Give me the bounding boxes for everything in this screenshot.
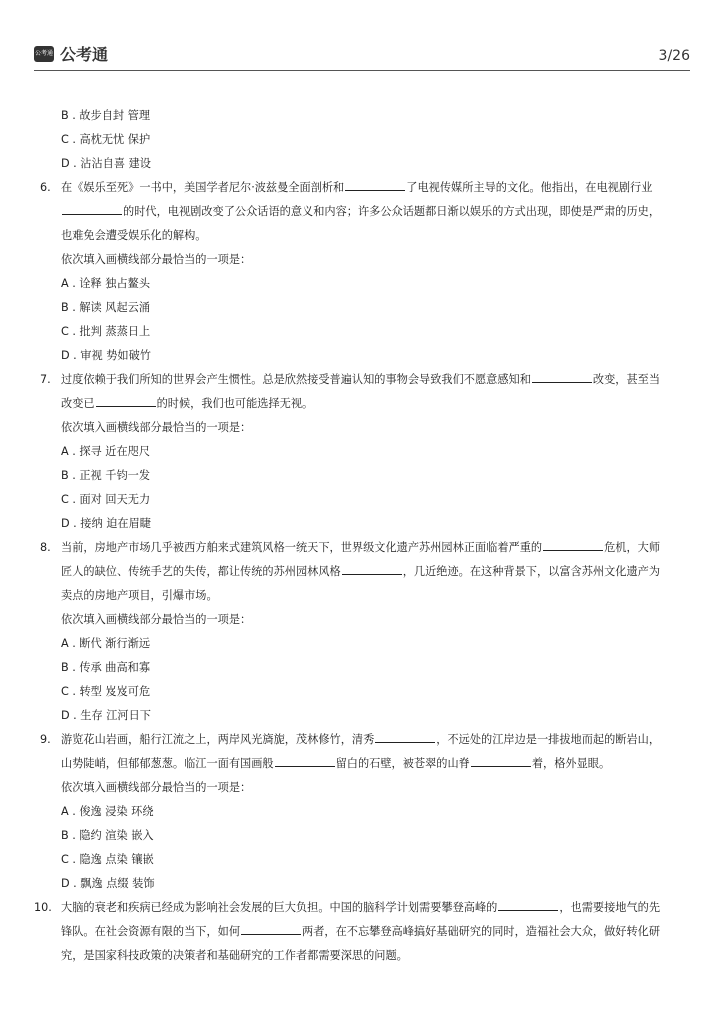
question-text (61, 368, 690, 392)
question-line (34, 896, 690, 920)
text-segment: 着，格外显眼。 (531, 757, 611, 770)
question-list (34, 176, 690, 968)
text-segment: 卖点的房地产项目，引爆市场。 (61, 589, 218, 602)
fill-blank (241, 922, 301, 935)
logo-text: 公考通 (60, 45, 109, 64)
question-number: 7. (40, 373, 51, 386)
question-7 (40, 368, 690, 536)
question-line (40, 176, 690, 200)
text-segment: 山势陡峭，但郁郁葱葱。临江一面有国画般 (61, 757, 274, 770)
fill-blank (532, 370, 592, 383)
text-segment: ，不远处的江岸边是一排拔地而起的断岩山， (436, 733, 661, 746)
question-line (40, 728, 690, 752)
question-text (61, 584, 690, 608)
text-segment: 改变，甚至当 (592, 373, 661, 386)
option: C . 高枕无忧 保护 (61, 133, 151, 146)
question-text (61, 176, 690, 200)
fill-blank (345, 178, 405, 191)
option: B . 解读 风起云涌 (61, 301, 151, 314)
fill-blank (342, 562, 402, 575)
option: C . 批判 蒸蒸日上 (61, 325, 151, 338)
document-body (34, 104, 690, 968)
fill-blank (498, 898, 558, 911)
question-number: 10. (34, 901, 52, 914)
question-text (61, 392, 690, 416)
page-number: 3/26 (658, 48, 690, 64)
question-text (61, 224, 690, 248)
text-segment: 大脑的衰老和疾病已经成为影响社会发展的巨大负担。中国的脑科学计划需要攀登高峰的 (61, 901, 498, 914)
text-segment: 了电视传媒所主导的文化。他指出，在电视剧行业 (406, 181, 653, 194)
question-prompt: 依次填入画横线部分最恰当的一项是： (61, 781, 252, 794)
text-segment: 改变已 (61, 397, 95, 410)
question-line (40, 200, 690, 224)
logo-icon: 公考通 (34, 46, 54, 62)
text-segment: 过度依赖于我们所知的世界会产生惯性。总是欣然接受普遍认知的事物会导致我们不愿意感知和 (61, 373, 531, 386)
question-number (40, 392, 61, 416)
question-number (34, 920, 61, 944)
question-text (61, 896, 690, 920)
option: B . 故步自封 管理 (61, 109, 151, 122)
fill-blank (275, 754, 335, 767)
text-segment: 的时候，我们也可能选择无视。 (156, 397, 314, 410)
text-segment: 锋队。在社会资源有限的当下，如何 (61, 925, 241, 938)
text-segment: 游览花山岩画，船行江流之上，两岸风光旖旎，茂林修竹，清秀 (61, 733, 375, 746)
text-segment: 究，是国家科技政策的决策者和基础研究的工作者都需要深思的问题。 (61, 949, 408, 962)
text-segment: 留白的石壁，被苍翠的山脊 (335, 757, 470, 770)
option: D . 沾沾自喜 建设 (61, 157, 151, 170)
text-segment: 危机，大师 (604, 541, 661, 554)
text-segment: 两者，在不忘攀登高峰搞好基础研究的同时，造福社会大众，做好转化研 (302, 925, 661, 938)
question-9 (40, 728, 690, 896)
text-segment: ，几近绝迹。在这种背景下，以富含苏州文化遗产为 (402, 565, 661, 578)
question-8 (40, 536, 690, 728)
option: B . 隐约 渲染 嵌入 (61, 829, 154, 842)
question-line (40, 920, 690, 944)
question-10 (34, 896, 690, 968)
question-6 (40, 176, 690, 368)
question-line (40, 584, 690, 608)
fill-blank (96, 394, 156, 407)
text-segment: 的时代，电视剧改变了公众话语的意义和内容；许多公众话题都日渐以娱乐的方式出现，即使是严肃的历史， (123, 205, 661, 218)
question-line (40, 944, 690, 968)
question-prompt: 依次填入画横线部分最恰当的一项是： (61, 253, 252, 266)
question-number (40, 584, 61, 608)
text-segment: ，也需要接地气的先 (559, 901, 661, 914)
question-text (61, 752, 690, 776)
continued-options (40, 104, 690, 176)
option: B . 正视 千钧一发 (61, 469, 151, 482)
question-text (61, 200, 690, 224)
fill-blank (471, 754, 531, 767)
option: D . 审视 势如破竹 (61, 349, 151, 362)
question-number (34, 944, 61, 968)
fill-blank (543, 538, 603, 551)
text-segment: 在《娱乐至死》一书中，美国学者尼尔·波兹曼全面剖析和 (61, 181, 345, 194)
fill-blank (375, 730, 435, 743)
question-line (40, 560, 690, 584)
question-number (40, 200, 61, 224)
question-prompt: 依次填入画横线部分最恰当的一项是： (61, 421, 252, 434)
text-segment: 也难免会遭受娱乐化的解构。 (61, 229, 207, 242)
question-line (40, 368, 690, 392)
question-number: 9. (40, 733, 51, 746)
page-header (34, 40, 690, 71)
question-number (40, 224, 61, 248)
question-number (40, 752, 61, 776)
question-line (40, 392, 690, 416)
option: A . 断代 渐行渐远 (61, 637, 151, 650)
question-text (61, 536, 690, 560)
question-line (40, 752, 690, 776)
question-number (40, 560, 61, 584)
text-segment: 匠人的缺位、传统手艺的失传，都让传统的苏州园林风格 (61, 565, 341, 578)
option: A . 探寻 近在咫尺 (61, 445, 151, 458)
option: D . 生存 江河日下 (61, 709, 151, 722)
option: C . 转型 岌岌可危 (61, 685, 151, 698)
option: C . 隐逸 点染 镶嵌 (61, 853, 154, 866)
question-number: 6. (40, 181, 51, 194)
option: B . 传承 曲高和寡 (61, 661, 151, 674)
fill-blank (62, 202, 122, 215)
question-number: 8. (40, 541, 51, 554)
question-prompt: 依次填入画横线部分最恰当的一项是： (61, 613, 252, 626)
text-segment: 当前，房地产市场几乎被西方舶来式建筑风格一统天下，世界级文化遗产苏州园林正面临着严重的 (61, 541, 543, 554)
question-text (61, 560, 690, 584)
option: A . 诠释 独占鳌头 (61, 277, 151, 290)
question-line (40, 536, 690, 560)
option: D . 飘逸 点缀 装饰 (61, 877, 155, 890)
option: A . 俊逸 浸染 环绕 (61, 805, 154, 818)
question-text (61, 728, 690, 752)
option: C . 面对 回天无力 (61, 493, 151, 506)
option: D . 接纳 迫在眉睫 (61, 517, 151, 530)
question-text (61, 920, 690, 944)
question-line (40, 224, 690, 248)
question-text (61, 944, 690, 968)
